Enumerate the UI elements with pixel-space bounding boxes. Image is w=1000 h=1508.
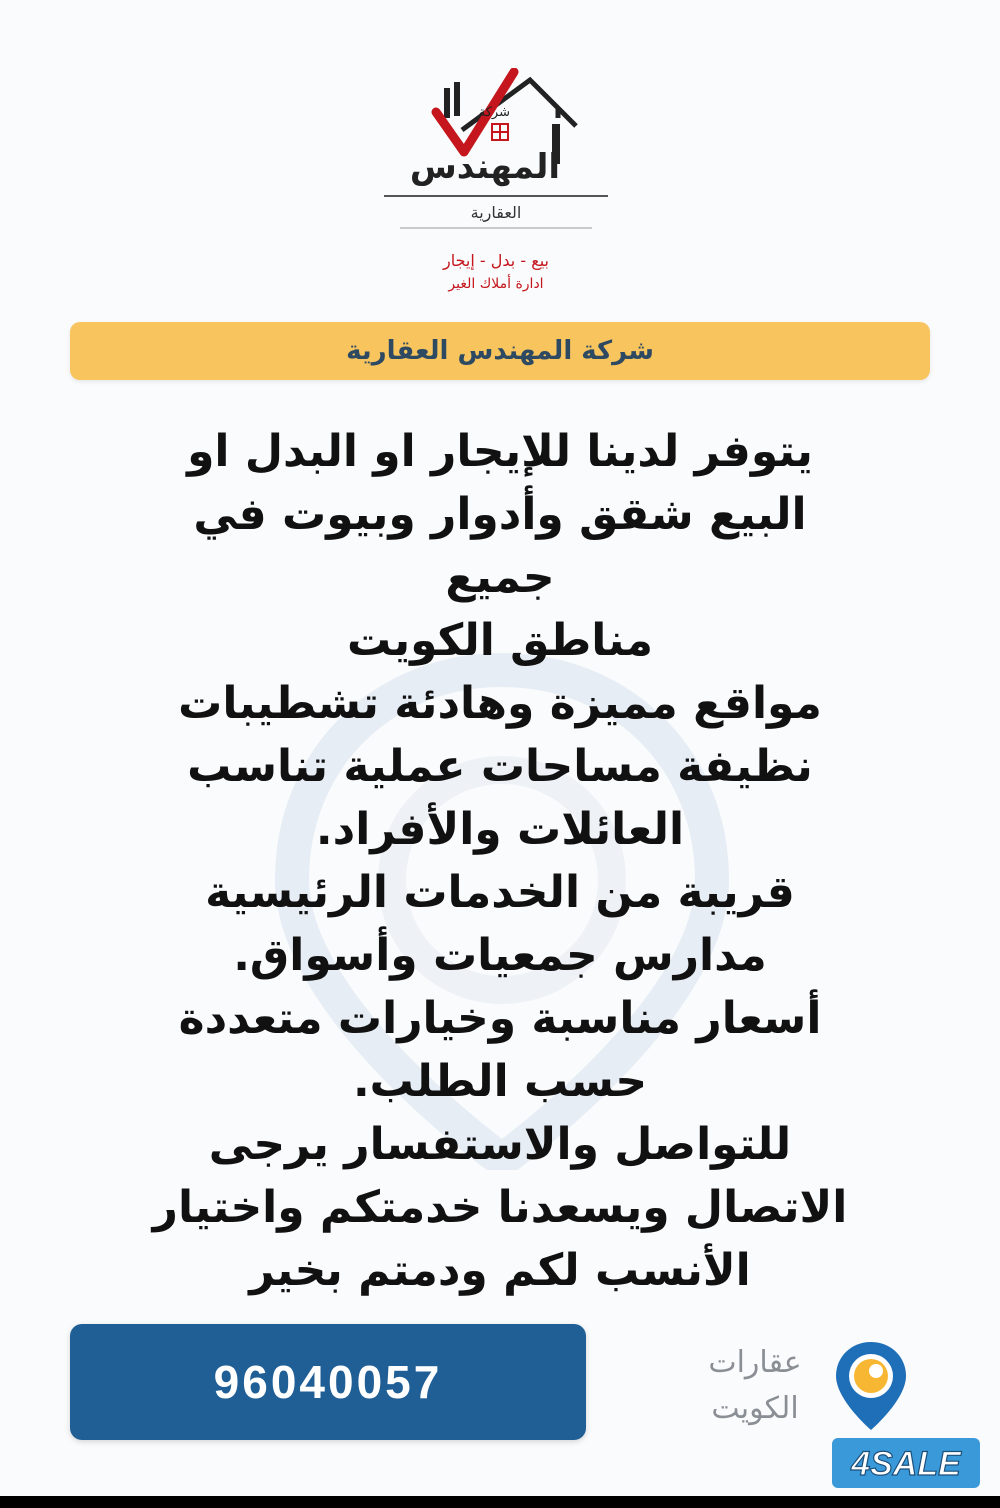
brand-line-2: الكويت bbox=[711, 1391, 799, 1426]
brand-name bbox=[690, 1340, 820, 1432]
location-pin-icon bbox=[832, 1338, 910, 1434]
company-logo bbox=[380, 68, 620, 298]
logo-sub-text: العقارية bbox=[470, 203, 522, 222]
logo-management-text: ادارة أملاك الغير bbox=[448, 276, 544, 292]
logo-name-text: المهندس bbox=[409, 147, 560, 187]
badge-label: 4SALE bbox=[851, 1445, 961, 1483]
4sale-badge bbox=[832, 1438, 980, 1488]
brand-line-1: عقارات bbox=[708, 1345, 802, 1380]
ad-description: يتوفر لدينا للإيجار او البدل او البيع شقق وأدوار وبيوت في جميع مناطق الكويت مواقع مميزة وهادئة تشطيبات نظيفة مساحات عملية تناسب العائلات والأفراد. قريبة من الخدمات الرئيسية مدارس جمعيات وأسواق. أسعار مناسبة وخيارات متعددة حسب الطلب. للتواصل والاستفسار يرجى الاتصال ويسعدنا خدمتكم واختيار الأنسب لكم ودمتم بخير bbox=[152, 426, 848, 1296]
logo-small-text: شركة bbox=[478, 105, 510, 120]
banner-title: شركة المهندس العقارية bbox=[346, 336, 654, 366]
phone-number[interactable]: 96040057 bbox=[213, 1356, 443, 1408]
logo-services-text: بيع - بدل - إيجار bbox=[443, 251, 549, 270]
